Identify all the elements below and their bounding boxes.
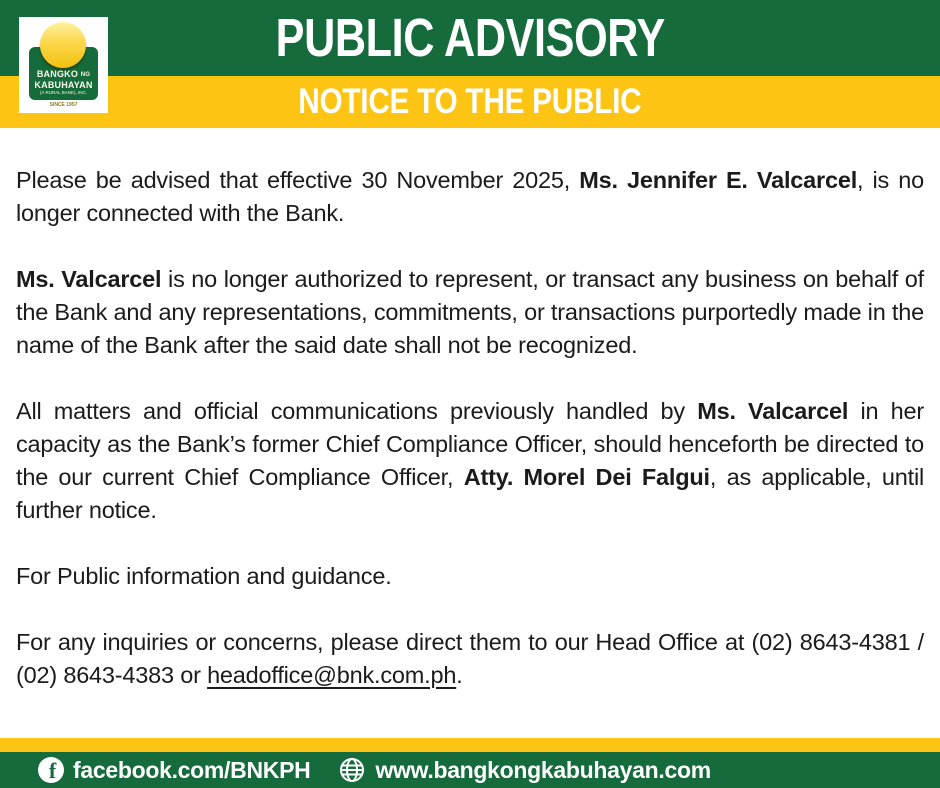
- paragraph-text: For Public information and guidance.: [16, 563, 392, 589]
- website-link[interactable]: [338, 756, 710, 784]
- paragraph-text: is no longer authorized to represent, or transact any business on behalf of the Bank and any representations, commitments, or transactions purportedly made in the name of the Bank after the said date shall not be recognized.: [16, 266, 924, 358]
- header-band: [0, 0, 940, 76]
- notice-subtitle: NOTICE TO THE PUBLIC: [298, 82, 642, 121]
- footer-band: [0, 752, 940, 788]
- logo-name-ng: NG: [80, 72, 91, 78]
- body-paragraph-1: [16, 164, 924, 230]
- body-paragraph-5: [16, 626, 924, 692]
- sun-icon: [40, 22, 86, 68]
- paragraph-text: , as applicable, until further notice.: [16, 464, 924, 523]
- paragraph-text: in her capacity as the Bank’s former Chief Compliance Officer, should henceforth be directed to the our current Chief Compliance Officer,: [16, 398, 924, 490]
- facebook-link[interactable]: [38, 757, 310, 784]
- person-name: Ms. Valcarcel: [697, 398, 849, 424]
- footer-stripe: [0, 738, 940, 752]
- paragraph-text: Please be advised that effective 30 November 2025,: [16, 167, 580, 193]
- logo-since: SINCE 1957: [49, 102, 78, 108]
- bank-logo: [19, 17, 108, 113]
- body-paragraph-4: [16, 560, 924, 593]
- logo-bank-name: [37, 69, 90, 80]
- logo-tagline: (A RURAL BANK), INC.: [39, 90, 88, 95]
- website-url: www.bangkongkabuhayan.com: [375, 756, 711, 783]
- logo-bank-name-line2: KABUHAYAN: [34, 80, 93, 90]
- globe-icon: [338, 756, 366, 784]
- body-paragraph-2: [16, 263, 924, 362]
- paragraph-text: All matters and official communications previously handled by: [16, 398, 698, 424]
- subtitle-band: [0, 76, 940, 128]
- paragraph-text: .: [456, 662, 463, 688]
- person-name: Ms. Jennifer E. Valcarcel: [579, 167, 858, 193]
- paragraph-text: , is no longer connected with the Bank.: [16, 167, 924, 226]
- body-paragraph-3: [16, 395, 924, 527]
- person-name: Atty. Morel Dei Falgui: [463, 464, 710, 490]
- footer: [0, 738, 940, 788]
- page-title: PUBLIC ADVISORY: [275, 8, 665, 68]
- paragraph-text: For any inquiries or concerns, please direct them to our Head Office at (02) 8643-4381 / (02) 8643-4383 or: [16, 629, 924, 688]
- person-name: Ms. Valcarcel: [16, 266, 162, 292]
- advisory-body: [0, 128, 940, 738]
- logo-name-main: BANGKO: [36, 69, 79, 79]
- facebook-icon: f: [38, 757, 64, 783]
- facebook-url: facebook.com/BNKPH: [73, 756, 311, 783]
- email-link[interactable]: headoffice@bnk.com.ph: [207, 662, 457, 688]
